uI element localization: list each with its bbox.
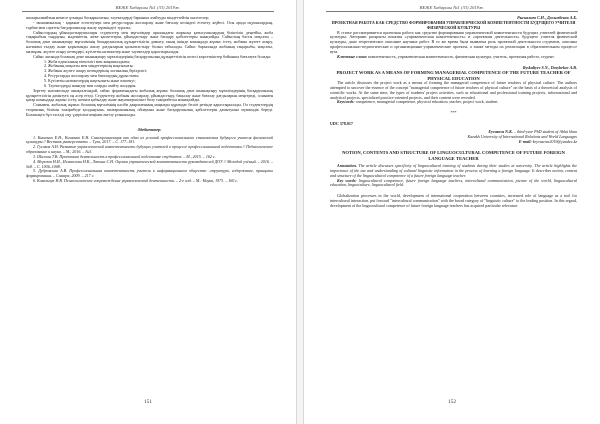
en-keywords-text: competence, managerial competence, physical education, teacher, project work, student. (355, 99, 499, 105)
criteria-list (26, 60, 273, 89)
book-spine (296, 0, 304, 424)
ru-abstract: В статье рассматривается проектная работа как средство формирования управленческой компетентности будущих учителей физической культуры. Авторами раскрыты понятия «управленческая компетентность» и «проектная деятельность» будущего учителя физической культуры, дано теоретическое описание научных работ. В то же время была выявлена роль проектной деятельности студентов, описаны профессионально-педагогические и организационно-управленческие проекты, а также методы их реализации в образовательном процессе вуза. (330, 29, 577, 54)
list-item: 6. Тәуекелдерді анықтау мен оларды азайту жолдары. (48, 84, 273, 89)
en-title: PROJECT WORK AS A MEANS OF FORMING MANAGERIAL COMPETENCE OF THE FUTURE TEACHER OF PHYSICAL EDUCATION (336, 70, 571, 81)
annotation-text: The article discusses specificity of linguocultural training of students during their studies at university. The article highlights the importance of the use and understanding of cultural linguistic information in the process of learning a foreign language. It describes notion, content and structure of the linguocultural competence of a future foreign language teacher. (330, 163, 577, 178)
author-email: keyvazova2019@yandex.kz (532, 138, 577, 144)
email-label: E-mail: (518, 138, 532, 144)
reference-item: 1. Кишенко Е.Н., Кишенко Е.Н. Самоорганизация как одно из условий профессионального становления будущего учителя физической культуры // Вестник университета. – Тула, 2017. – С. 177–181. (26, 134, 273, 145)
section-separator: *** (450, 110, 457, 116)
reference-item: 5. Дубровская А.В. Профессиональная компетентность учителя в информационном обществе: структура, содержание, принципы формирования. – Самара, 2009. – 217 с. (26, 168, 273, 179)
running-header-right: ВЕЖЕ Хабаршы №1 (33) 2019ж. (419, 5, 485, 10)
article-keywords-label: Key words: (337, 177, 357, 183)
paragraph: Сайыс аясында болашақ дене шынықтыру мұғалімдерінің басқарушылық құзыреттілігін келесі көрсеткіштер бойынша бағалауға болады: (33, 53, 272, 59)
ru-authors: Рыскалиев С.Н., Досымбеков А.Б. (517, 15, 577, 20)
reference-item: 4. Морозов Н.И., Исмаилова Н.К., Лапина С.Н. Оценка управленческой компетентности руководителей ДОУ // Молодой учёный. – 2016. – №8. – С. 1006–1008. (26, 158, 273, 169)
paragraph: Сайыстардың ұйымдастырушылары студенттер мен мұғалімдер арасындағы жарысқа қатысушылардың біліктілік деңгейін, жоба тақырыбын таңдауын, мәдениетін, жеке қасиеттерін, ұйымдастыру және басқару қабілеттерін анықтайды. Сайыстың басты мақсаты – болашақ дене шынықтыру мұғалімінің басқарушылық құзыреттілігін дамыту, оның ішінде командада жұмыс істеу, жобаны жүзеге асыру, нәтижені талдау және қорытынды жасау дағдыларын қалыптастыру болып табылады. Сайыс барысында жобаның тақырыбы, мақсаты, мазмұны, жүзеге асыру кезеңдері, күтілетін нәтижелер және тәуекелдер қарастырылады. (26, 29, 273, 54)
ru-keywords-label: Ключевые слова: (337, 53, 368, 59)
author-role: – third-year PhD student of Ablai khan (513, 128, 577, 134)
en-authors: Ryskaliyev S.N., Dosybekov A.B. (522, 64, 577, 70)
right-column (330, 16, 577, 209)
list-item: 1. Жоба идеясының өзектілігі мен жаңашылдығы; (48, 60, 273, 65)
article-keywords (330, 179, 577, 189)
left-page (0, 0, 296, 424)
left-column (26, 16, 273, 184)
page-number-left: 151 (143, 399, 153, 405)
reference-item: 3. Шилова Т.В. Проектная деятельность в профессиональной подготовке студентов. – М., 2015. – 162 с. (33, 153, 216, 159)
udc-code: UDC 378.017 (330, 121, 353, 127)
annotation-label: Annotation. (337, 163, 357, 169)
paragraph: - экономикалық - қаражат есептеулері мен ресурстарды жоспарлау және бағалау кезіндегі есептеу жүйесі. Осы арада оқушылардың, тәрбие мен сауатты бағдарламалар жасау мүмкіндігі туралы; (26, 19, 273, 30)
en-abstract: The article discusses the project work as a means of forming the managerial competence of future teachers of physical culture. The authors attempted to uncover the essence of the concept "managerial competence of future teachers of physical culture" on the basis of a theoretical analysis of scientific works. At the same time, the types of students' project activities, such as educational and professional training projects, informational and analytical projects, specialized practice-oriented projects, and their content were revealed. (330, 80, 577, 100)
reference-item: 2. Гусаков А.Н. Развитие управленческой компетентности будущих учителей в процессе профессиональной подготовки // Педагогическое образование и наука. – М., 2016. – №3. (26, 144, 273, 155)
list-item: 5. Күтілетін нәтижелердің нақтылығы және өлшенуі; (48, 79, 273, 84)
ru-title: ПРОЕКТНАЯ РАБОТА КАК СРЕДСТВО ФОРМИРОВАНИЯ УПРАВЛЕНЧЕСКОЙ КОМПЕТЕНТНОСТИ БУДУЩЕГО УЧИТЕЛЯ ФИЗИЧЕСКОЙ КУЛЬТУРЫ (331, 19, 576, 30)
reference-item: 6. Ковальчук Н.В. Психологическое сопровождение управленческой деятельности. – 2-е изд. – М.: Наука, 1973. – 160 с. (33, 178, 239, 184)
right-page (304, 0, 600, 424)
header-rule (326, 11, 578, 12)
annotation (330, 164, 577, 179)
paragraph: Зерттеу нәтижесінде анықталғандай, сайыс форматындағы жобалық жұмыс болашақ дене шынықтыру мұғалімдерінің басқарушылық құзыреттілігін дамытуға оң әсер етеді. Студенттер жобаны жоспарлау, ұйымдастыру, бақылау және бағалау дағдыларын меңгереді, сонымен қатар командада жұмыс істеу, шешім қабылдау және жауапкершілікті бөлу тәжірибесін жинақтайды. (26, 87, 273, 103)
article-keywords-text: linguocultural competence, future foreign language teachers, intercultural communication, picture of the world, linguocultural education, linguoculture, linguocultural field. (330, 177, 577, 188)
article-title: NOTION, CONTENTS AND STRUCTURE OF LINGUOCULTURAL COMPETENCE OF FUTURE FOREIGN LANGUAGE TEACHER (342, 150, 565, 161)
ru-keywords-text: компетентность, управленческая компетентность, физическая культура, учитель, проектная работа, студент. (368, 53, 555, 59)
list-item: 4. Ресурстарды жоспарлау мен бағалаудың дұрыстығы; (48, 74, 273, 79)
list-item: 3. Жобаны жүзеге асыру кезеңдерінің логикалық бірізділігі; (48, 69, 273, 74)
author-name: Eyvazova N.K. (488, 128, 513, 134)
list-item: 2. Жобаның мақсаты мен міндеттерінің нақтылығы; (48, 64, 273, 69)
references-title: Әдебиеттер: (137, 126, 162, 132)
body-paragraph: Globalization processes in the world, development of international cooperation between countries, increased role of language as a tool for intercultural interaction, put forward "intercultural communication" with the broad category of "linguistic culture" to the leading position. In this regard, development of the linguocultural competence of future foreign language teachers has acquired particular relevance. (330, 193, 577, 208)
header-rule (22, 11, 274, 12)
paragraph: жасырылмайтын немесе ұтымды басқарылатын, тәуекелдерді барынша азайтуды міндеттейтін мәселелер; (26, 15, 209, 20)
ru-keywords (330, 55, 577, 60)
paragraph: Сонымен, жобалық жұмыс болашақ мұғалімнің кәсіби даярлығының маңызды құрамдас бөлігі ретінде қарастырылады. Ол студенттердің теориялық білімін тәжірибеде қолдануына, шығармашылық ойлауына және басқарушылық қабілеттерін дамытуына мүмкіндік береді. Болашақта бұл тәсілді оқу үдерісіне кеңінен енгізу ұсынылады. (26, 102, 273, 117)
page-number-right: 152 (447, 399, 457, 405)
en-keywords-label: Keywords: (337, 99, 355, 105)
author-university: Kazakh University of International Relations and World Languages (467, 133, 577, 139)
running-header-left: ВЕЖЕ Хабаршы №1 (33) 2019ж. (115, 5, 181, 10)
